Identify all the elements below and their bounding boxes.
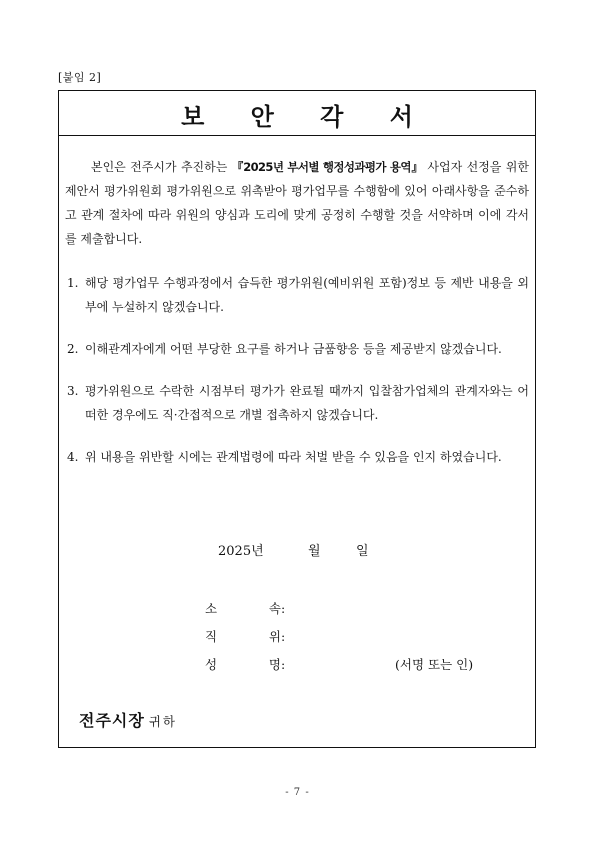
date-line (59, 540, 535, 559)
affiliation-label-char-1: 소 (205, 601, 218, 616)
pledge-item-number: 3. (67, 384, 79, 398)
name-row (205, 651, 473, 679)
project-name-highlight: 『2025년 부서별 행정성과평가 용역』 (231, 160, 424, 174)
position-colon: : (281, 629, 286, 644)
name-colon: : (281, 657, 286, 672)
affiliation-colon: : (281, 601, 286, 616)
name-label-char-2: 명 (268, 657, 281, 672)
intro-text-before: 본인은 전주시가 추진하는 (91, 160, 232, 174)
pledge-items-list (65, 271, 529, 469)
attachment-label: [붙임 2] (58, 71, 102, 84)
name-label-char-1: 성 (205, 657, 218, 672)
sign-or-seal-note: (서명 또는 인) (395, 657, 474, 672)
date-day: 일 (356, 544, 369, 559)
pledge-item-text: 위 내용을 위반할 시에는 관계법령에 따라 처벌 받을 수 있음을 인지 하였습니다. (85, 450, 502, 464)
pledge-item (65, 337, 529, 361)
date-month: 월 (308, 544, 321, 559)
pledge-item-text: 평가위원으로 수락한 시점부터 평가가 완료될 때까지 입찰참가업체의 관계자와는 어떠한 경우에도 직·간접적으로 개별 접촉하지 않겠습니다. (85, 384, 529, 422)
pledge-item (65, 445, 529, 469)
pledge-item-text: 이해관계자에게 어떤 부당한 요구를 하거나 금품향응 등을 제공받지 않겠습니다. (85, 342, 502, 356)
name-label (205, 651, 281, 679)
affiliation-label-char-2: 속 (268, 601, 281, 616)
addressee-suffix: 귀하 (148, 714, 177, 729)
pledge-item-number: 2. (67, 342, 79, 356)
intro-paragraph (65, 155, 529, 251)
affiliation-row (205, 595, 473, 623)
addressee-name: 전주시장 (79, 711, 145, 730)
pledge-form-frame (58, 90, 536, 748)
document-title: 보 안 각 서 (181, 103, 432, 131)
position-label-char-2: 위 (268, 629, 281, 644)
pledge-item (65, 379, 529, 427)
pledge-item (65, 271, 529, 319)
addressee (79, 708, 177, 731)
pledge-item-number: 1. (67, 276, 79, 290)
pledge-item-text: 해당 평가업무 수행과정에서 습득한 평가위원(예비위원 포함)정보 등 제반 내용을 외부에 누설하지 않겠습니다. (85, 276, 529, 314)
title-divider (59, 135, 535, 136)
signature-block (205, 595, 473, 679)
position-row (205, 623, 473, 651)
position-label (205, 623, 281, 651)
affiliation-label (205, 595, 281, 623)
position-label-char-1: 직 (205, 629, 218, 644)
intro-text-after: 사업자 선정을 위한 제안서 평가위원회 평가위원으로 위촉받아 평가업무를 수행함에 있어 아래사항을 준수하고 관계 절차에 따라 위원의 양심과 도리에 맞게 공정히 수행할 것을 서약하며 이에 각서를 제출합니다. (65, 160, 529, 246)
pledge-item-number: 4. (67, 450, 79, 464)
date-year: 2025년 (218, 544, 264, 559)
page-number: - 7 - (285, 787, 310, 798)
